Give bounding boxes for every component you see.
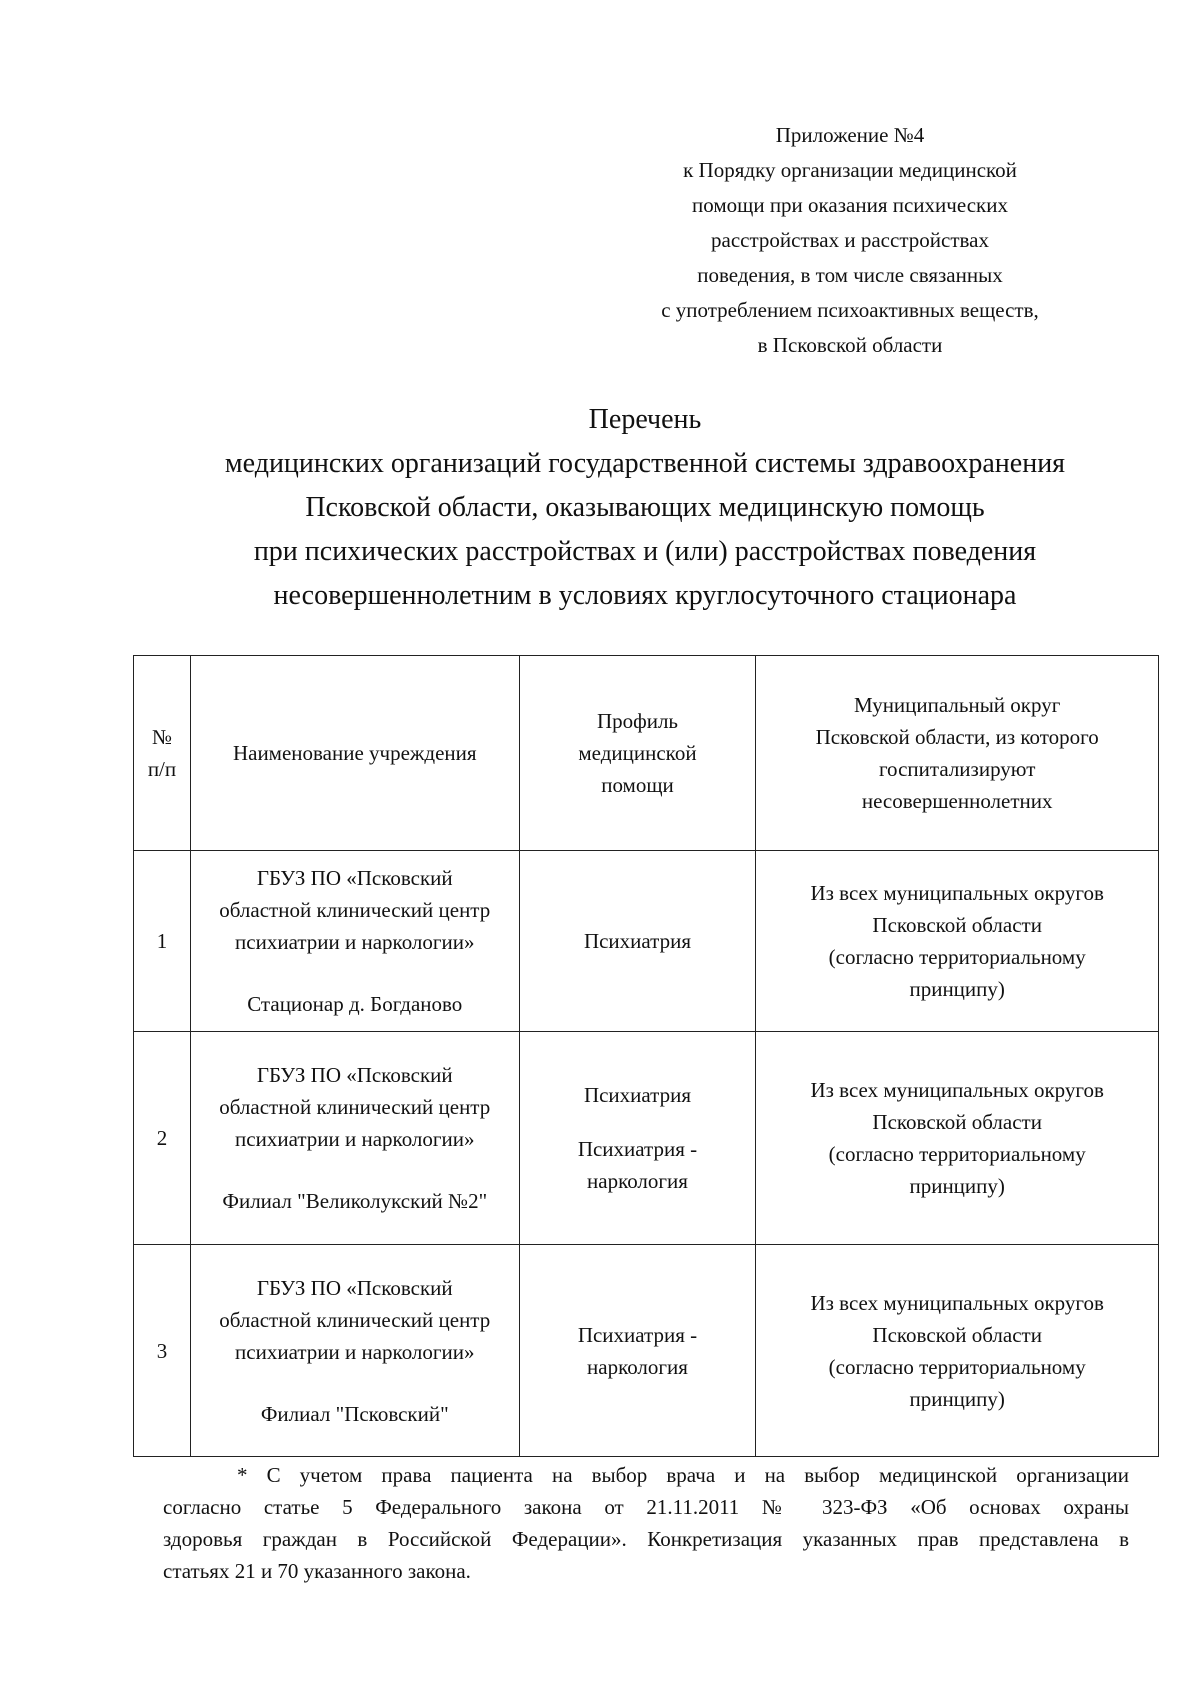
profile-line: наркология	[587, 1354, 688, 1379]
profile-cell	[519, 1032, 756, 1245]
annex-line: с употреблением психоактивных веществ,	[661, 298, 1039, 322]
org-line: ГБУЗ ПО «Псковский	[256, 1275, 453, 1300]
title-line: при психических расстройствах и (или) расстройствах поведения	[253, 536, 1037, 567]
table-row	[134, 1245, 1159, 1457]
org-line: ГБУЗ ПО «Псковский	[256, 1063, 453, 1087]
header-text: Муниципальный округ	[854, 693, 1061, 717]
org-line: психиатрии и наркологии»	[235, 930, 475, 954]
header-text: несовершеннолетних	[861, 789, 1053, 813]
header-text: Наименование учреждения	[232, 741, 477, 765]
profile-cell	[519, 851, 756, 1032]
header-text: помощи	[601, 773, 674, 797]
district-line: Из всех муниципальных округов	[810, 881, 1104, 905]
table-row	[134, 1032, 1159, 1245]
table-header-row	[134, 656, 1159, 851]
profile-line: Психиатрия	[583, 929, 692, 953]
table-row	[134, 851, 1159, 1032]
annex-line: помощи при оказания психических	[692, 193, 1008, 217]
district-line: (согласно территориальному	[828, 1142, 1086, 1166]
header-text: Псковской области, из которого	[815, 725, 1099, 749]
row-number: 3	[134, 1245, 191, 1457]
title-line: Перечень	[588, 404, 702, 435]
district-line: Псковской области	[872, 913, 1042, 937]
footnote-line: * С учетом права пациента на выбор врача и на выбор медицинской организации	[237, 1463, 1129, 1487]
branch-name: Филиал "Великолукский №2"	[222, 1189, 488, 1213]
district-line: (согласно территориальному	[828, 945, 1086, 969]
header-district	[756, 656, 1159, 851]
footnote-line: здоровья граждан в Российской Федерации». Конкретизация указанных прав представлена в	[163, 1527, 1129, 1551]
annex-line: в Псковской области	[757, 333, 943, 357]
annex-line: поведения, в том числе связанных	[697, 263, 1003, 287]
title-line: медицинских организаций государственной системы здравоохранения	[224, 448, 1066, 479]
header-text: госпитализируют	[878, 757, 1036, 781]
org-line: психиатрии и наркологии»	[235, 1339, 475, 1364]
institution-cell	[190, 851, 519, 1032]
district-line: Из всех муниципальных округов	[810, 1290, 1104, 1315]
org-line: областной клинический центр	[219, 1095, 491, 1119]
title-line: несовершеннолетним в условиях круглосуточного стационара	[273, 580, 1017, 611]
annex-line: к Порядку организации медицинской	[683, 158, 1017, 182]
footnote-line: согласно статье 5 Федерального закона от 21.11.2011 № 323-ФЗ «Об основах охраны	[163, 1495, 1129, 1519]
org-line: областной клинический центр	[219, 1307, 491, 1332]
district-line: Псковской области	[872, 1322, 1042, 1347]
org-line: ГБУЗ ПО «Псковский	[256, 866, 453, 890]
profile-line: Психиатрия -	[577, 1137, 698, 1161]
header-text: Профиль	[596, 709, 679, 733]
district-line: принципу)	[909, 977, 1005, 1001]
title-line: Псковской области, оказывающих медицинскую помощь	[305, 492, 985, 523]
institution-cell	[190, 1032, 519, 1245]
header-text: №	[151, 725, 172, 749]
branch-name: Филиал "Псковский"	[260, 1401, 449, 1426]
district-cell	[756, 1245, 1159, 1457]
profile-line: наркология	[587, 1169, 688, 1193]
header-number	[134, 656, 191, 851]
organizations-table	[133, 655, 1159, 1457]
profile-line: Психиатрия -	[577, 1322, 698, 1347]
document-title	[120, 398, 1170, 618]
district-cell	[756, 1032, 1159, 1245]
org-line: психиатрии и наркологии»	[235, 1127, 475, 1151]
district-line: Псковской области	[872, 1110, 1042, 1134]
header-text: п/п	[147, 757, 177, 781]
header-text: медицинской	[578, 741, 697, 765]
annex-heading	[640, 118, 1060, 363]
row-number: 1	[134, 851, 191, 1032]
profile-line: Психиатрия	[583, 1083, 692, 1107]
header-profile	[519, 656, 756, 851]
header-institution	[190, 656, 519, 851]
org-line: областной клинический центр	[219, 898, 491, 922]
institution-cell	[190, 1245, 519, 1457]
annex-line: Приложение №4	[775, 123, 925, 147]
district-line: Из всех муниципальных округов	[810, 1078, 1104, 1102]
row-number: 2	[134, 1032, 191, 1245]
district-line: (согласно территориальному	[828, 1354, 1086, 1379]
branch-name: Стационар д. Богданово	[247, 992, 463, 1016]
footnote	[163, 1459, 1129, 1587]
profile-cell	[519, 1245, 756, 1457]
annex-line: расстройствах и расстройствах	[711, 228, 989, 252]
footnote-line: статьях 21 и 70 указанного закона.	[163, 1559, 471, 1583]
district-line: принципу)	[909, 1174, 1005, 1198]
district-line: принципу)	[909, 1386, 1005, 1411]
district-cell	[756, 851, 1159, 1032]
